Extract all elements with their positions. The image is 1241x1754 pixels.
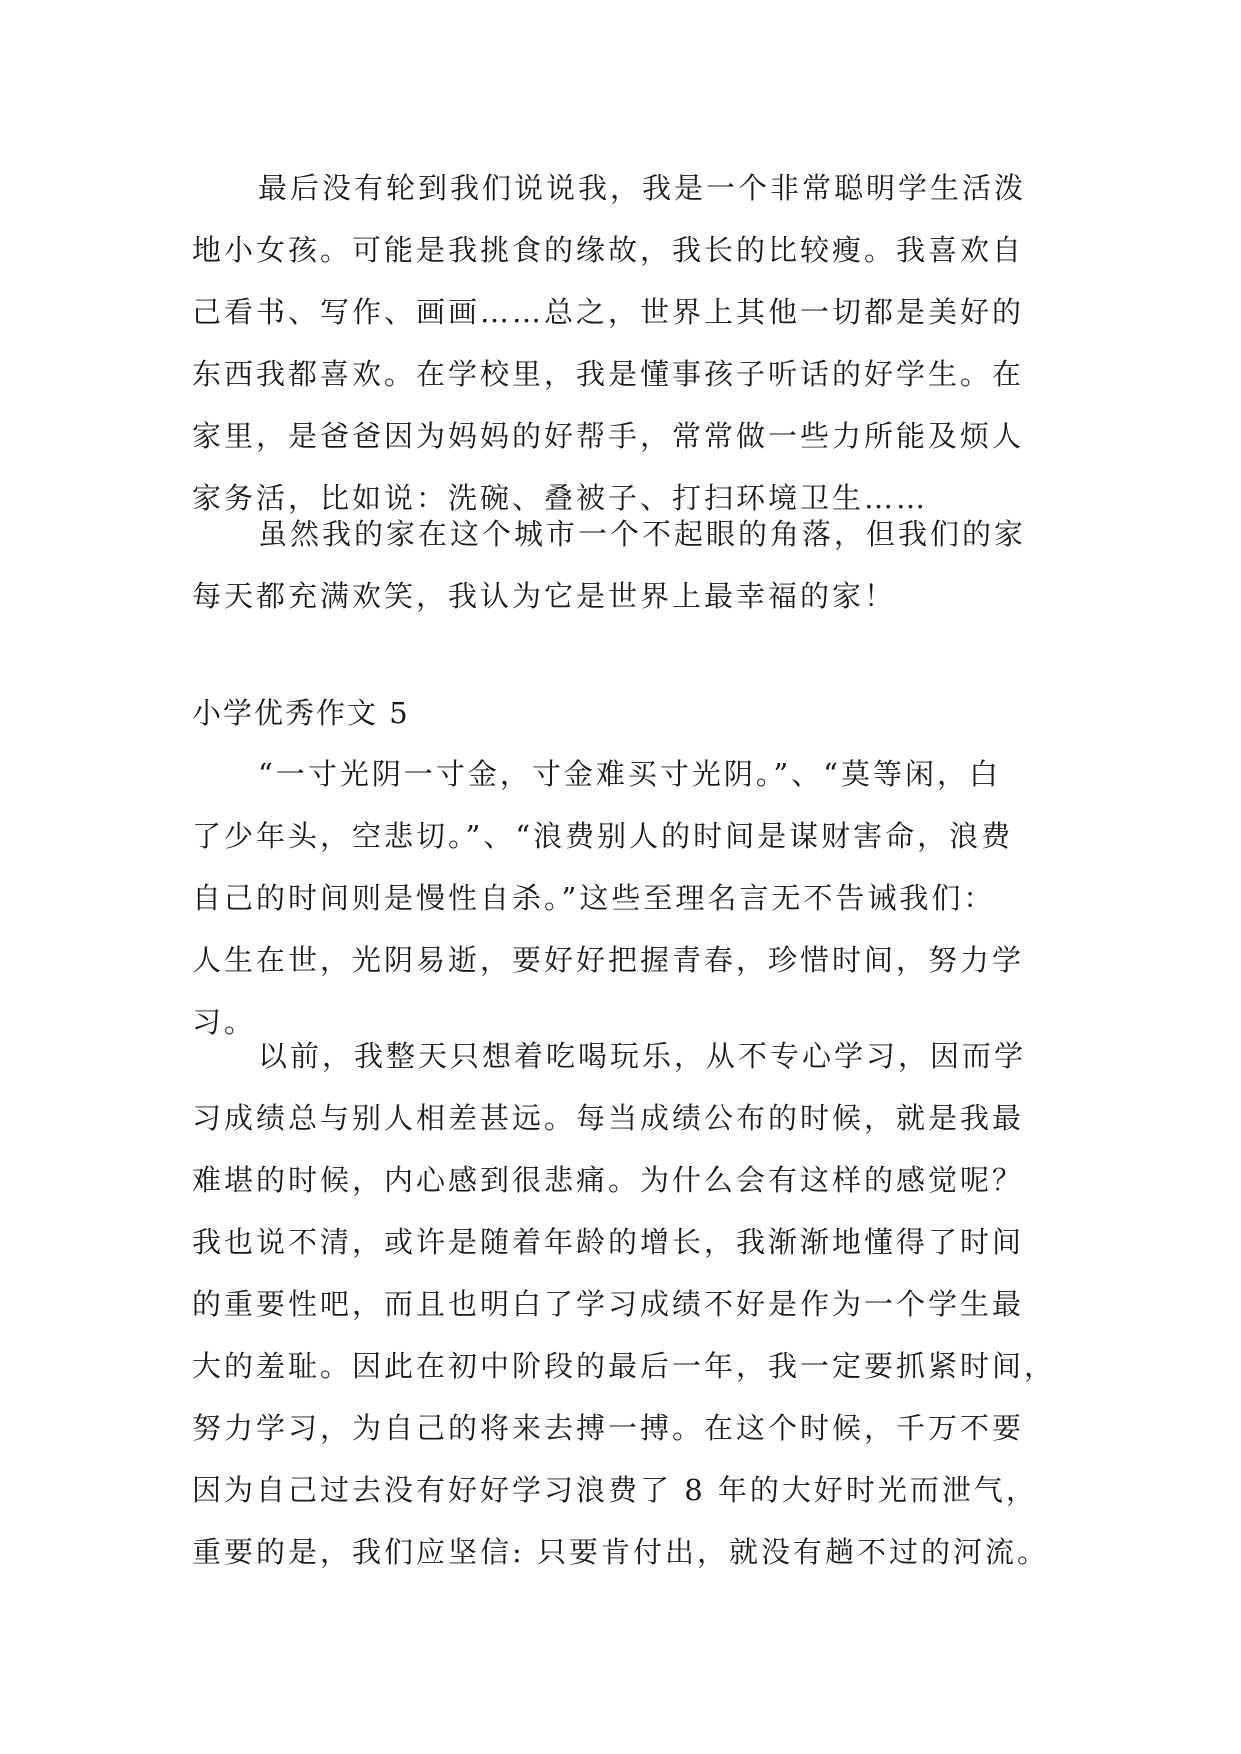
text-line: 地小女孩。可能是我挑食的缘故，我长的比较瘦。我喜欢自	[192, 233, 1025, 267]
text-line: 人生在世，光阴易逝，要好好把握青春，珍惜时间，努力学	[192, 943, 1025, 977]
text-line: 虽然我的家在这个城市一个不起眼的角落，但我们的家	[258, 517, 1027, 551]
paragraph-reflection	[192, 1025, 1062, 1583]
text-line: 我也说不清，或许是随着年龄的增长，我渐渐地懂得了时间	[192, 1225, 1025, 1259]
text-line: 了少年头，空悲切。”、“浪费别人的时间是谋财害命，浪费	[192, 819, 1014, 853]
section-heading-block	[192, 682, 1062, 744]
text-line: 的重要性吧，而且也明白了学习成绩不好是作为一个学生最	[192, 1287, 1025, 1321]
text-line: 大的羞耻。因此在初中阶段的最后一年，我一定要抓紧时间，	[192, 1349, 1057, 1383]
text-line: 己看书、写作、画画……总之，世界上其他一切都是美好的	[192, 295, 1025, 329]
text-line: 难堪的时候，内心感到很悲痛。为什么会有这样的感觉呢？	[192, 1163, 1025, 1197]
text-line: 重要的是，我们应坚信: 只要肯付出，就没有趟不过的河流。	[192, 1535, 1049, 1569]
text-line: 以前，我整天只想着吃喝玩乐，从不专心学习，因而学	[258, 1039, 1027, 1073]
paragraph-quotes	[192, 743, 1062, 1053]
text-line: 东西我都喜欢。在学校里，我是懂事孩子听话的好学生。在	[192, 357, 1025, 391]
text-line: 家务活，比如说：洗碗、叠被子、打扫环境卫生……	[192, 481, 929, 515]
paragraph-self-description	[192, 157, 1062, 529]
text-line: 自己的时间则是慢性自杀。”这些至理名言无不告诫我们：	[192, 881, 996, 915]
section-heading: 小学优秀作文 5	[192, 696, 410, 730]
text-line: 努力学习，为自己的将来去搏一搏。在这个时候，千万不要	[192, 1411, 1025, 1445]
paragraph-family-conclusion	[192, 503, 1062, 627]
text-line: 习成绩总与别人相差甚远。每当成绩公布的时候，就是我最	[192, 1101, 1025, 1135]
text-line: 因为自己过去没有好好学习浪费了 8 年的大好时光而泄气，	[192, 1473, 1038, 1507]
text-line: 每天都充满欢笑，我认为它是世界上最幸福的家！	[192, 579, 897, 613]
text-line: “一寸光阴一寸金，寸金难买寸光阴。”、“莫等闲，白	[258, 757, 1001, 791]
text-line: 最后没有轮到我们说说我，我是一个非常聪明学生活泼	[258, 171, 1027, 205]
text-line: 习。	[192, 1005, 257, 1039]
text-line: 家里，是爸爸因为妈妈的好帮手，常常做一些力所能及烦人	[192, 419, 1025, 453]
